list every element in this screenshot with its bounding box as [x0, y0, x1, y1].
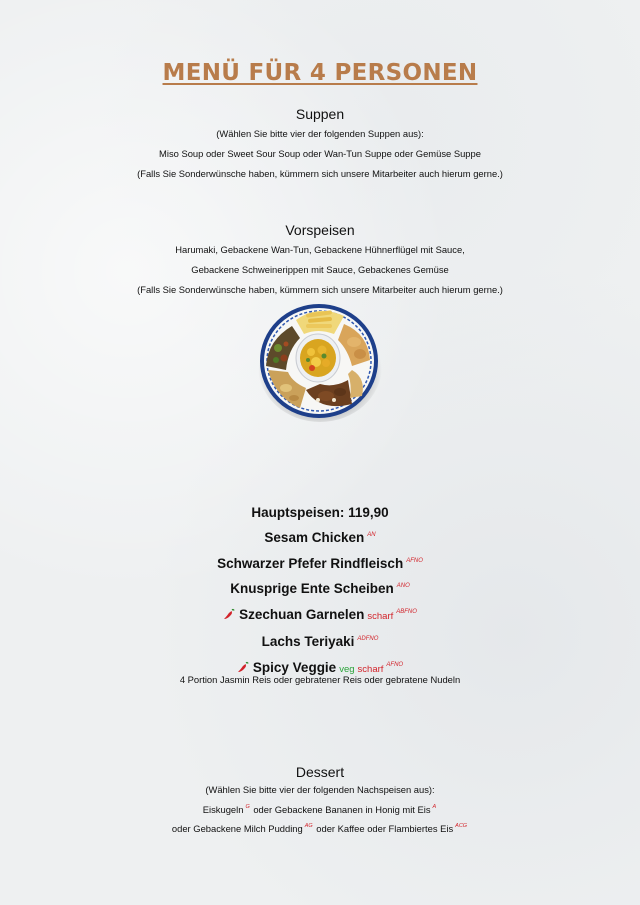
- side-dish-line: 4 Portion Jasmin Reis oder gebratener Reis oder gebratene Nudeln: [179, 674, 461, 685]
- dessert-item: Eiskugeln: [202, 803, 244, 815]
- dish-allergens: AFNO: [406, 557, 423, 564]
- dish-item: [0, 628, 640, 654]
- menu-title: MENÜ FÜR 4 PERSONEN: [162, 60, 478, 86]
- chili-pepper-icon: [223, 608, 235, 620]
- dish-item: [0, 550, 640, 576]
- dish-item: [0, 524, 640, 550]
- hot-tag: scharf: [357, 663, 384, 675]
- dish-item: [0, 601, 640, 629]
- dessert-allergens: A: [432, 803, 437, 810]
- starters-line: (Falls Sie Sonderwünsche haben, kümmern sich unsere Mitarbeiter auch hierum gerne.): [137, 284, 503, 295]
- dessert-allergens: AG: [304, 823, 313, 829]
- dish-name: Szechuan Garnelen: [239, 606, 365, 622]
- dish-name: Spicy Veggie: [252, 659, 337, 675]
- dish-name: Knusprige Ente Scheiben: [230, 581, 394, 596]
- soups-heading: Suppen: [295, 106, 345, 122]
- starters-section: [0, 220, 640, 300]
- dish-allergens: ANO: [396, 583, 410, 589]
- dish-allergens: AN: [367, 532, 376, 538]
- veg-tag: veg: [339, 663, 355, 675]
- dish-name: Sesam Chicken: [264, 530, 365, 545]
- soups-section: [0, 104, 640, 184]
- hot-tag: scharf: [367, 610, 394, 622]
- dessert-allergens: G: [245, 803, 250, 810]
- soups-line: (Wählen Sie bitte vier der folgenden Suppen aus):: [216, 128, 424, 139]
- dish-name: Lachs Teriyaki: [261, 634, 355, 649]
- starters-line: Gebackene Schweinerippen mit Sauce, Gebackenes Gemüse: [191, 264, 449, 275]
- dish-item: [0, 575, 640, 601]
- dish-name: Schwarzer Pfefer Rindfleisch: [217, 555, 404, 571]
- dish-allergens: AFNO: [386, 661, 404, 668]
- soups-line: Miso Soup oder Sweet Sour Soup oder Wan-Tun Suppe oder Gemüse Suppe: [159, 148, 481, 159]
- soups-line: (Falls Sie Sonderwünsche haben, kümmern sich unsere Mitarbeiter auch hierum gerne.): [137, 168, 503, 179]
- dessert-item: oder Kaffee oder Flambiertes Eis: [316, 823, 454, 834]
- dessert-heading: Dessert: [295, 764, 345, 780]
- dish-allergens: ADFNO: [357, 636, 379, 642]
- food-plate-image: [256, 300, 384, 424]
- dessert-line: [0, 799, 640, 819]
- dessert-intro: (Wählen Sie bitte vier der folgenden Nachspeisen aus):: [205, 784, 435, 795]
- plate-drawing: [256, 300, 384, 424]
- dish-allergens: ABFNO: [396, 608, 417, 615]
- dessert-item: oder Gebackene Milch Pudding: [171, 823, 303, 834]
- main-section: [0, 502, 640, 681]
- dessert-allergens: ACG: [455, 823, 468, 829]
- starters-heading: Vorspeisen: [285, 222, 355, 238]
- dessert-item: oder Gebackene Bananen in Honig mit Eis: [253, 803, 431, 815]
- dessert-line: [0, 818, 640, 838]
- starters-line: Harumaki, Gebackene Wan-Tun, Gebackene Hühnerflügel mit Sauce,: [175, 244, 465, 255]
- dessert-section: [0, 762, 640, 838]
- main-heading: Hauptspeisen: 119,90: [251, 505, 389, 520]
